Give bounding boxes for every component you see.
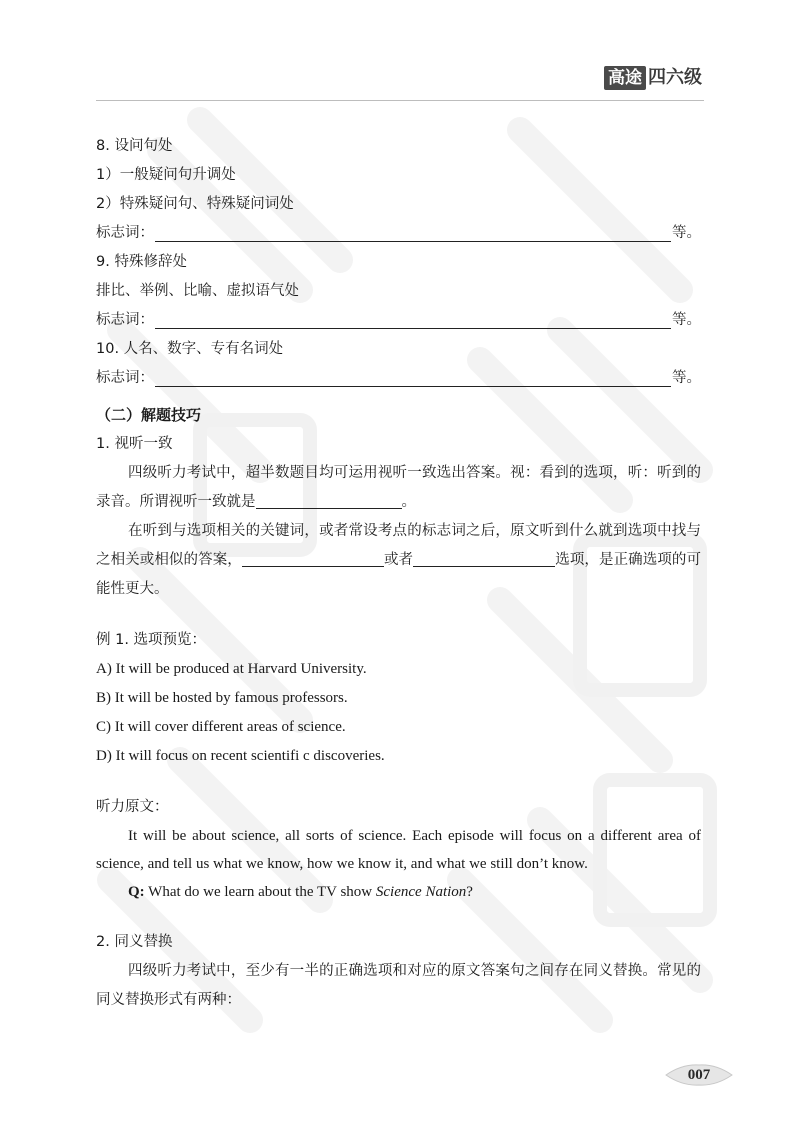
transcript-text: It will be about science, all sorts of science. Each episode will focus on a different area of science, and tell us what we know, how we know it, and what we still don’t know. xyxy=(96,828,701,872)
section-9-item: 排比、举例、比喻、虚拟语气处 xyxy=(96,283,299,299)
option-c: C) It will cover different areas of science. xyxy=(96,719,346,735)
page-number: 007 xyxy=(687,1067,711,1083)
para-text: 四级听力考试中，超半数题目均可运用视听一致选出答案。视：看到的选项，听：听到的录音。所谓视听一致就是 xyxy=(96,465,701,510)
techniques-heading: （二）解题技巧 xyxy=(96,406,202,424)
marker-label: 标志词： xyxy=(96,225,154,241)
marker-label: 标志词： xyxy=(96,370,154,386)
para-end: 选项，是正确选项的可能性更大。 xyxy=(96,552,702,597)
question-show-title: Science Nation xyxy=(375,884,467,900)
question-end: ? xyxy=(466,884,473,900)
para-or: 或者 xyxy=(383,552,414,568)
marker-suffix: 等。 xyxy=(672,312,701,328)
brand-box: 高途 xyxy=(604,66,646,90)
option-b: B) It will be hosted by famous professors. xyxy=(96,690,348,706)
question-text: What do we learn about the TV show xyxy=(148,884,373,900)
option-d: D) It will focus on recent scientifi c discoveries. xyxy=(96,748,385,764)
technique-1-title: 1. 视听一致 xyxy=(96,436,173,452)
example-title: 例 1. 选项预览： xyxy=(96,632,207,648)
brand-text: 四六级 xyxy=(648,67,702,88)
technique-1-para-1 xyxy=(96,459,701,517)
transcript-title: 听力原文： xyxy=(96,799,169,815)
page-number-badge xyxy=(664,1062,734,1088)
marker-suffix: 等。 xyxy=(672,225,701,241)
marker-line-8 xyxy=(96,219,701,248)
technique-2-title: 2. 同义替换 xyxy=(96,934,173,950)
section-9-title: 9. 特殊修辞处 xyxy=(96,254,187,270)
answer-blank xyxy=(256,490,402,509)
marker-line-9 xyxy=(96,306,701,335)
technique-2-para: 四级听力考试中，至少有一半的正确选项和对应的原文答案句之间存在同义替换。常见的同义替换形式有两种： xyxy=(96,963,701,1008)
answer-blank xyxy=(413,548,555,567)
brand-logo xyxy=(604,66,702,90)
answer-blank xyxy=(155,223,671,242)
para-end: 。 xyxy=(401,494,416,510)
option-a: A) It will be produced at Harvard University. xyxy=(96,661,367,677)
para-text: 在听到与选项相关的关键词，或者常设考点的标志词之后，原文听到什么就到选项中找与之相关或相似的答案， xyxy=(96,523,701,568)
section-8-title: 8. 设问句处 xyxy=(96,138,173,154)
question-label: Q: xyxy=(128,884,145,900)
answer-blank xyxy=(155,310,671,329)
marker-line-10 xyxy=(96,364,701,393)
answer-blank xyxy=(155,368,671,387)
question-line xyxy=(96,878,701,906)
section-10-title: 10. 人名、数字、专有名词处 xyxy=(96,341,284,357)
marker-label: 标志词： xyxy=(96,312,154,328)
page-content xyxy=(96,132,701,1015)
section-8-item-1: 1）一般疑问句升调处 xyxy=(96,167,236,183)
header-rule xyxy=(96,100,704,101)
technique-1-para-2 xyxy=(96,517,701,604)
answer-blank xyxy=(242,548,384,567)
section-8-item-2: 2）特殊疑问句、特殊疑问词处 xyxy=(96,196,294,212)
marker-suffix: 等。 xyxy=(672,370,701,386)
